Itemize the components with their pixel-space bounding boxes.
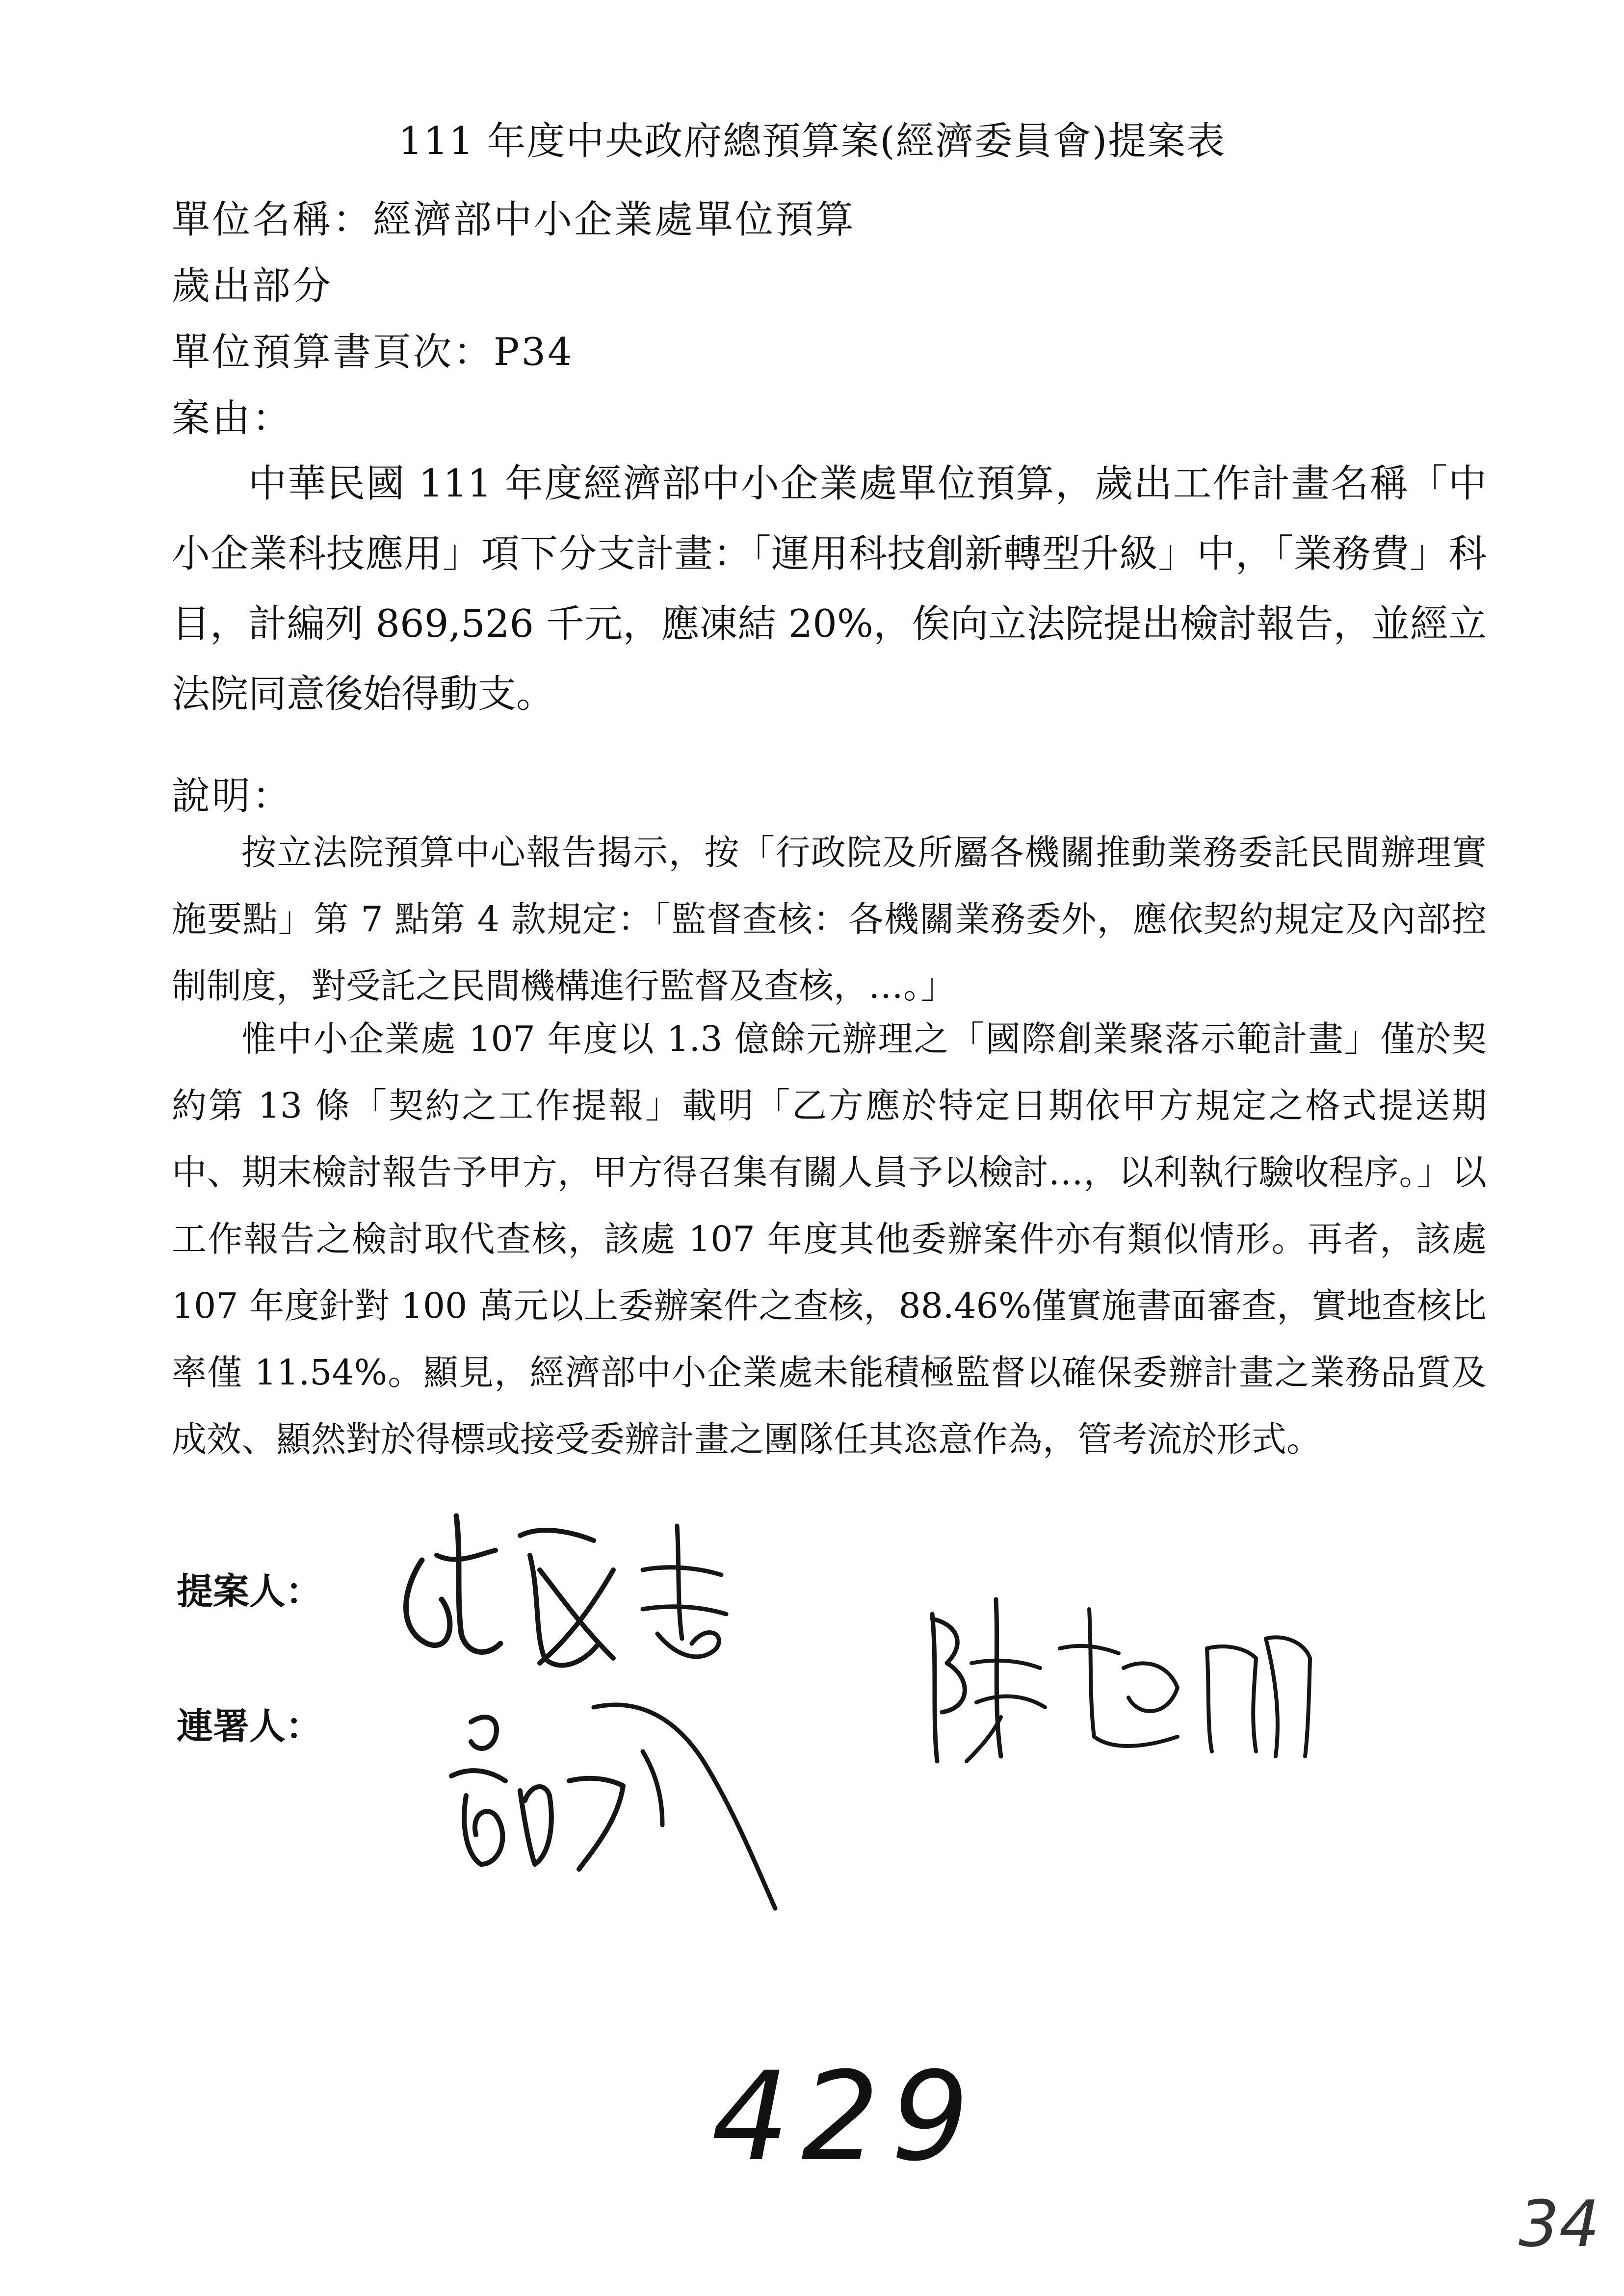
explanation-paragraph-2: 惟中小企業處 107 年度以 1.3 億餘元辦理之「國際創業聚落示範計畫」僅於契約第 13 條「契約之工作提報」載明「乙方應於特定日期依甲方規定之格式提送期中、期末檢討報告予甲方，甲方得召集有關人員予以檢討…，以利執行驗收程序。」以工作報告之檢討取代查核，該處 107 年度其他委辦案件亦有類似情形。再者，該處 107 年度針對 100 萬元以上委辦案件之查核，88.46%僅實施書面審查，實地查核比率僅 11.54%。顯見，經濟部中小企業處未能積極監督以確保委辦計畫之業務品質及成效、顯然對於得標或接受委辦計畫之團隊任其恣意作為，管考流於形式。 (172, 1018, 1487, 1460)
proposer-label: 提案人： (177, 1570, 322, 1613)
budget-page-ref-line: 單位預算書頁次：P34 (172, 330, 574, 374)
document-title: 111 年度中央政府總預算案(經濟委員會)提案表 (398, 119, 1226, 163)
proposer-signature-image (383, 1496, 824, 1693)
section-line: 歲出部分 (172, 264, 333, 308)
cosigner-signature-1-image (903, 1590, 1325, 1776)
explanation-paragraph-1: 按立法院預算中心報告揭示，按「行政院及所屬各機關推動業務委託民間辦理實施要點」第 7 點第 4 款規定：「監督查核：各機關業務委外，應依契約規定及內部控制制度，對受託之民間機構進行監督及查核，…。」 (172, 832, 1487, 1006)
reason-paragraph: 中華民國 111 年度經濟部中小企業處單位預算，歲出工作計畫名稱「中小企業科技應用」項下分支計畫：「運用科技創新轉型升級」中，「業務費」科目，計編列 869,526 千元，應凍結 20%，俟向立法院提出檢討報告，並經立法院同意後始得動支。 (172, 462, 1487, 716)
cosigner-signature-2-image (432, 1678, 824, 1933)
unit-name-line: 單位名稱：經濟部中小企業處單位預算 (172, 198, 856, 242)
handwritten-page-number: 429 (711, 2045, 981, 2188)
corner-page-number: 34 (1519, 2187, 1600, 2261)
reason-heading: 案由： (172, 396, 293, 441)
explanation-heading: 說明： (172, 774, 293, 818)
cosigner-label: 連署人： (177, 1705, 322, 1748)
